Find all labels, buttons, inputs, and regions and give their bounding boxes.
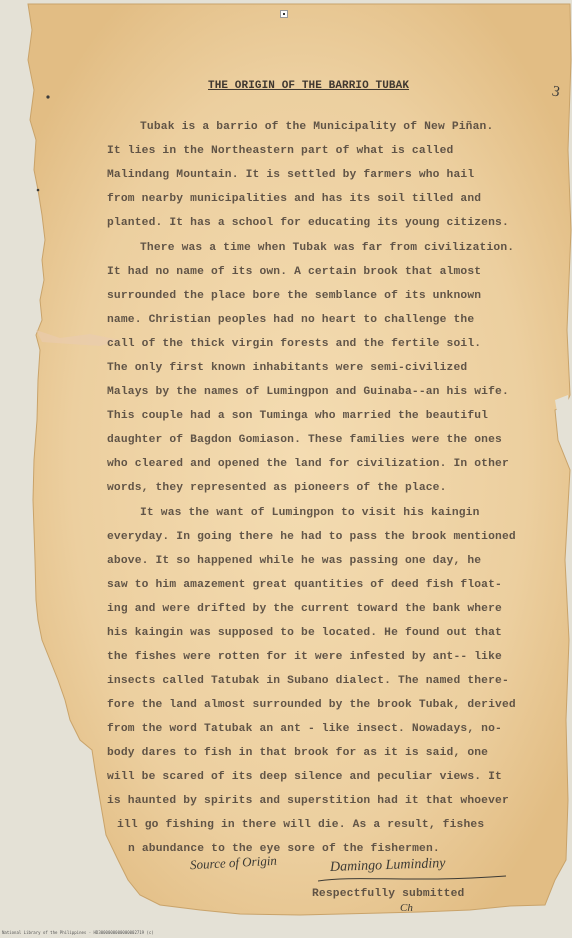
text-line: above. It so happened while he was passing one day, he bbox=[107, 555, 482, 567]
text-line: is haunted by spirits and superstition had it that whoever bbox=[107, 795, 509, 807]
text-line: his kaingin was supposed to be located. He found out that bbox=[107, 627, 502, 639]
text-line: daughter of Bagdon Gomiason. These families were the ones bbox=[107, 434, 502, 446]
text-line: planted. It has a school for educating its young citizens. bbox=[107, 217, 509, 229]
text-line: who cleared and opened the land for civilization. In other bbox=[107, 458, 509, 470]
text-line: fore the land almost surrounded by the brook Tubak, derived bbox=[107, 699, 516, 711]
text-line: It had no name of its own. A certain brook that almost bbox=[107, 266, 482, 278]
text-line: Malays by the names of Lumingpon and Guinaba--an his wife. bbox=[107, 386, 509, 398]
handwritten-signature: Damingo Lumindiny bbox=[329, 855, 446, 876]
text-line: The only first known inhabitants were semi-civilized bbox=[107, 362, 468, 374]
page-margin-mark: 3 bbox=[550, 83, 562, 101]
text-line: surrounded the place bore the semblance of its unknown bbox=[107, 290, 482, 302]
text-line: insects called Tatubak in Subano dialect. The named there- bbox=[107, 675, 509, 687]
text-line: Tubak is a barrio of the Municipality of New Piñan. bbox=[140, 121, 494, 133]
text-line: name. Christian peoples had no heart to challenge the bbox=[107, 314, 475, 326]
signature-underline bbox=[318, 873, 508, 885]
text-line: call of the thick virgin forests and the fertile soil. bbox=[107, 338, 482, 350]
text-line: from nearby municipalities and has its soil tilled and bbox=[107, 193, 482, 205]
text-line: There was a time when Tubak was far from civilization. bbox=[140, 242, 515, 254]
text-line: This couple had a son Tuminga who married the beautiful bbox=[107, 410, 489, 422]
text-line: ill go fishing in there will die. As a result, fishes bbox=[117, 819, 485, 831]
footer-credit: National Library of the Philippines · HD3000000000000002719 (c) bbox=[2, 930, 154, 935]
text-line: words, they represented as pioneers of the place. bbox=[107, 482, 447, 494]
text-line: n abundance to the eye sore of the fishermen. bbox=[128, 843, 440, 855]
text-line: will be scared of its deep silence and peculiar views. It bbox=[107, 771, 502, 783]
text-line: from the word Tatubak an ant - like insect. Nowadays, no- bbox=[107, 723, 502, 735]
text-line: It was the want of Lumingpon to visit his kaingin bbox=[140, 507, 480, 519]
submitted-line: Respectfully submitted bbox=[312, 888, 465, 900]
text-line: body dares to fish in that brook for as it is said, one bbox=[107, 747, 489, 759]
handwritten-initials: Ch bbox=[400, 902, 413, 914]
text-line: saw to him amazement great quantities of deed fish float- bbox=[107, 579, 502, 591]
text-line: Malindang Mountain. It is settled by farmers who hail bbox=[107, 169, 475, 181]
text-line: ing and were drifted by the current toward the bank where bbox=[107, 603, 502, 615]
text-line: everyday. In going there he had to pass the brook mentioned bbox=[107, 531, 516, 543]
text-line: the fishes were rotten for it were infested by ant-- like bbox=[107, 651, 502, 663]
signature-source-label: Source of Origin bbox=[189, 852, 278, 873]
document-title: THE ORIGIN OF THE BARRIO TUBAK bbox=[208, 80, 410, 92]
text-line: It lies in the Northeastern part of what is called bbox=[107, 145, 454, 157]
